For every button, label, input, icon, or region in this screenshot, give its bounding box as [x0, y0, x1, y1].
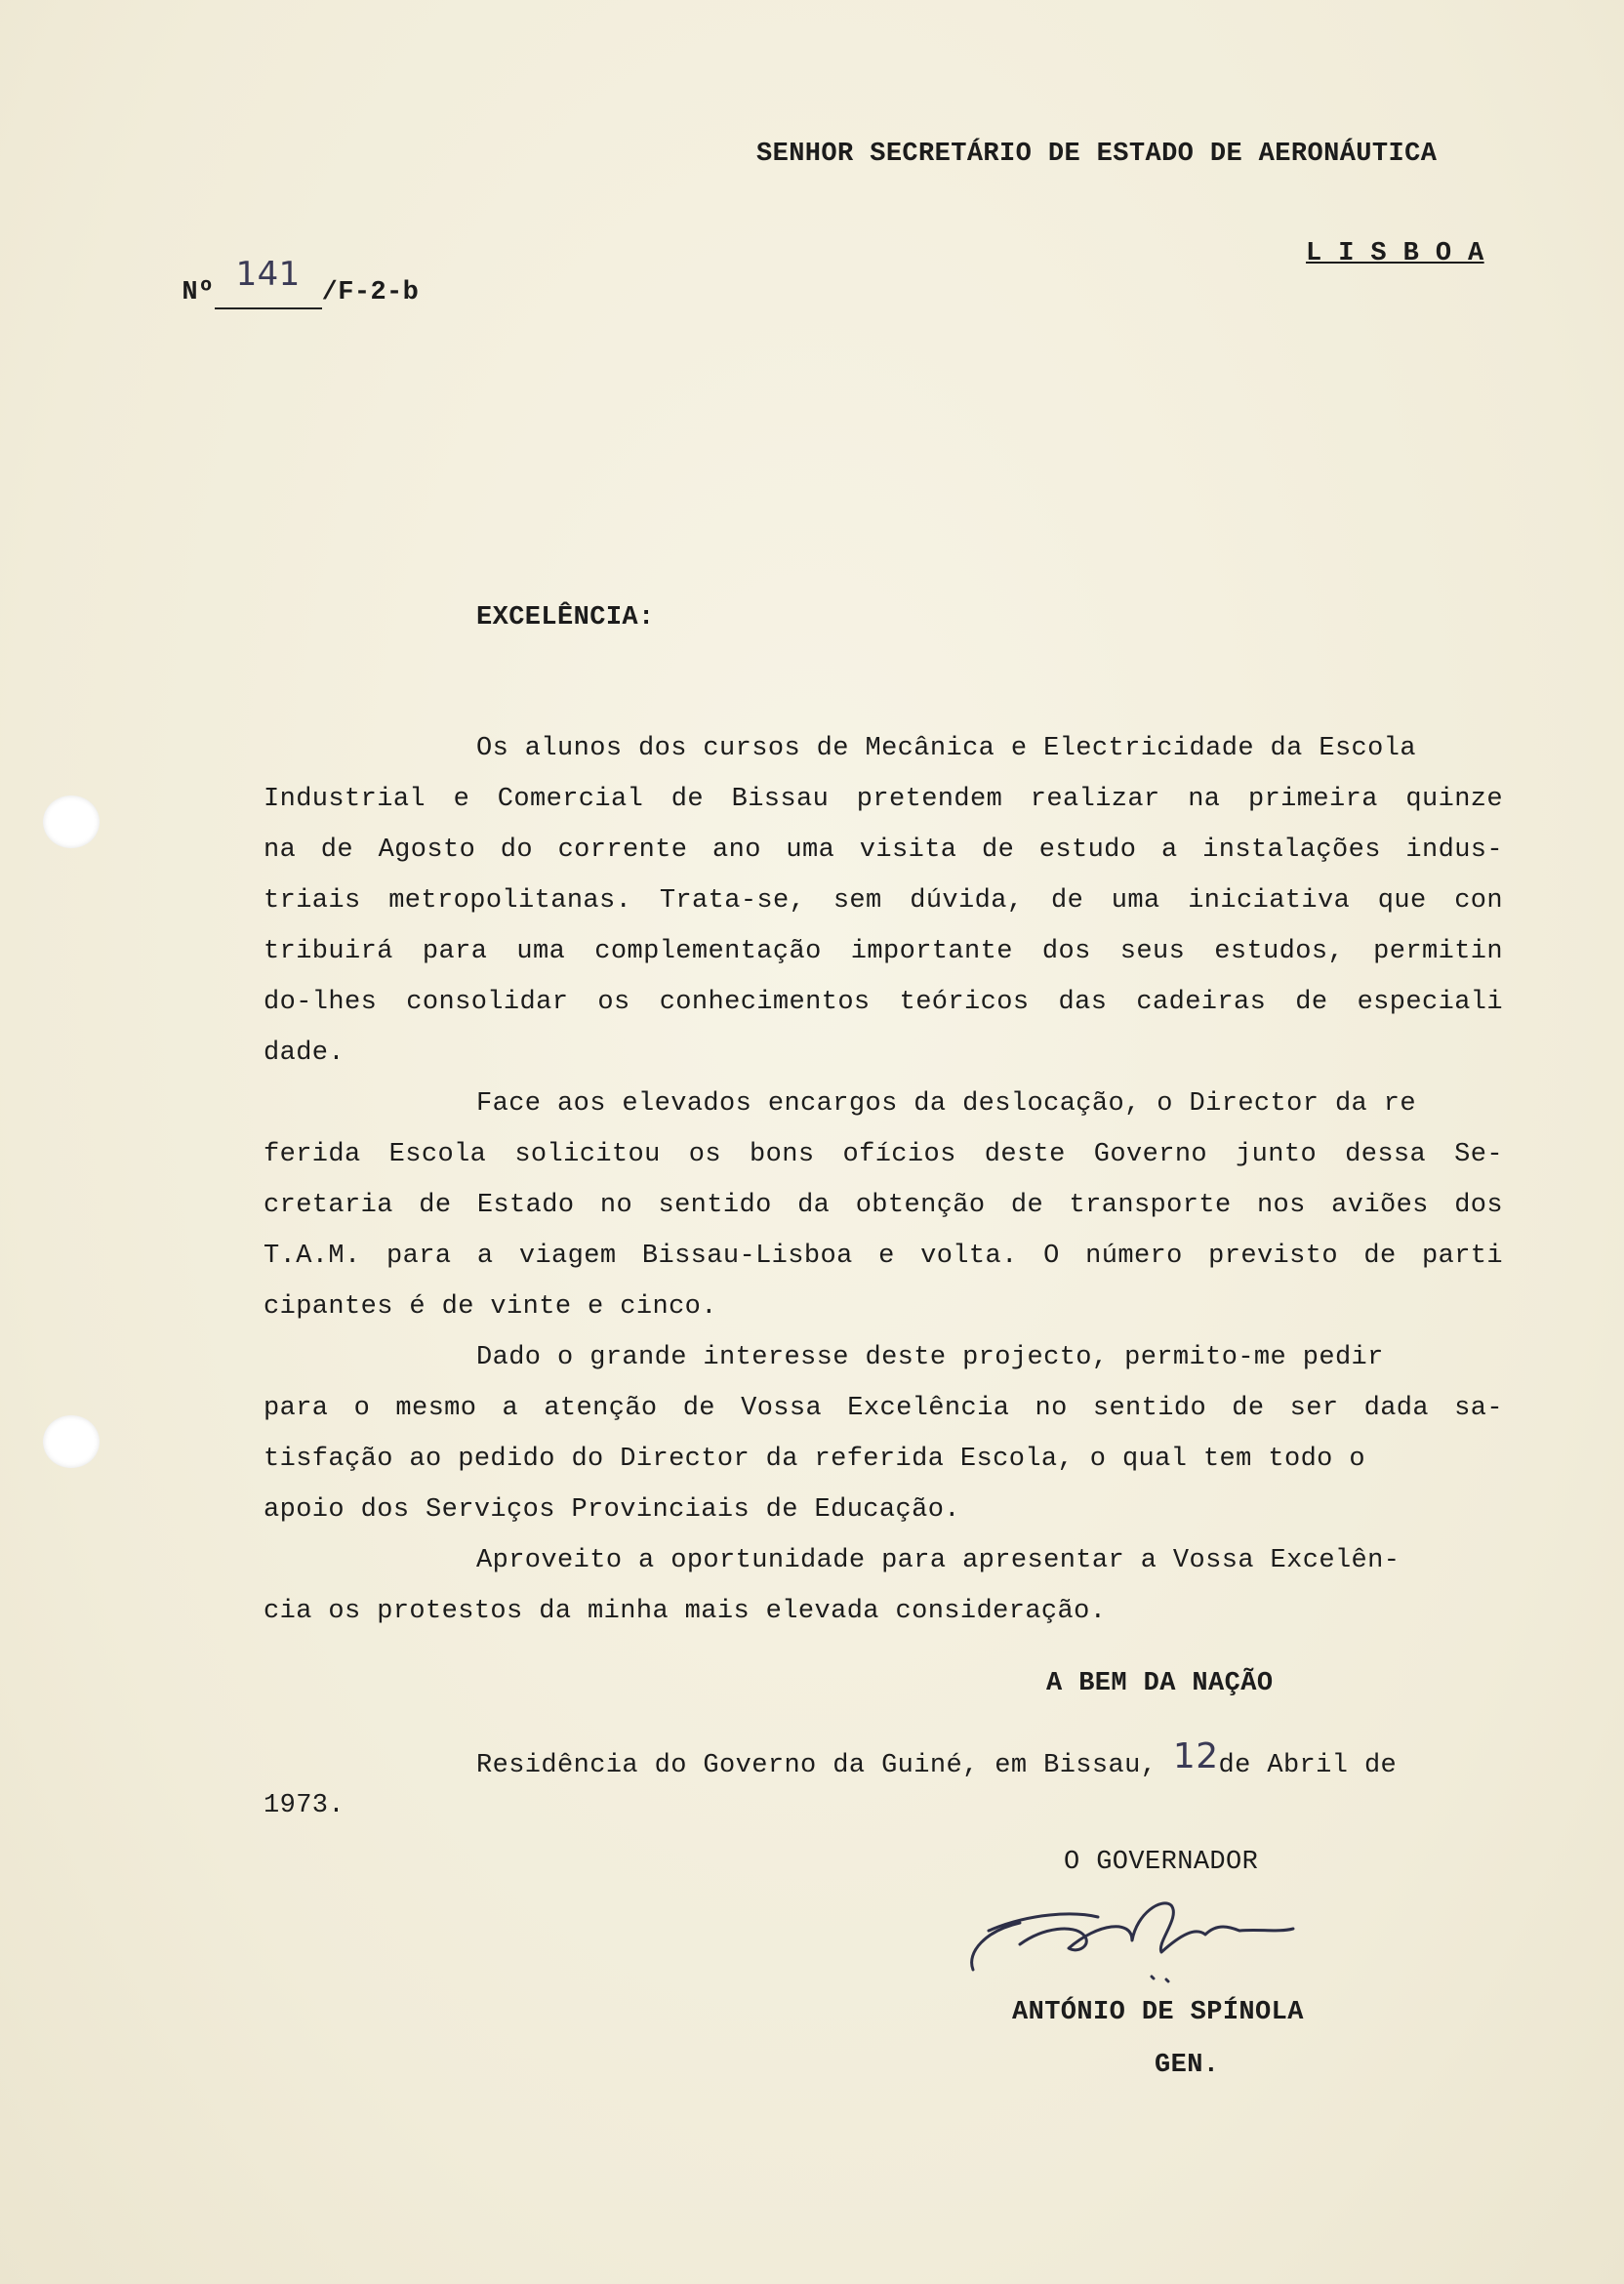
body-line: do-lhes consolidar os conhecimentos teóricos das cadeiras de especiali	[264, 988, 1503, 1017]
body-line: Aproveito a oportunidade para apresentar a Vossa Excelên-	[476, 1546, 1401, 1575]
date-year: 1973.	[264, 1791, 345, 1820]
body-line: para o mesmo a atenção de Vossa Excelência no sentido de ser dada sa-	[264, 1394, 1503, 1423]
body-line: cipantes é de vinte e cinco.	[264, 1292, 717, 1322]
body-line: dade.	[264, 1039, 345, 1068]
salutation: EXCELÊNCIA:	[476, 603, 655, 632]
governor-title: O GOVERNADOR	[1064, 1848, 1259, 1877]
closing-motto: A BEM DA NAÇÃO	[1046, 1669, 1274, 1698]
city-heading: L I S B O A	[1306, 239, 1484, 268]
body-line: ferida Escola solicitou os bons ofícios deste Governo junto dessa Se-	[264, 1140, 1503, 1169]
reference-number	[117, 239, 419, 339]
body-line: tribuirá para uma complementação importante dos seus estudos, permitin	[264, 937, 1503, 966]
signatory-rank: GEN.	[1155, 2051, 1220, 2080]
body-line: apoio dos Serviços Provinciais de Educação.	[264, 1495, 960, 1525]
reference-prefix: Nº	[182, 278, 215, 307]
body-line: na de Agosto do corrente ano uma visita de estudo a instalações indus-	[264, 836, 1503, 865]
body-line: tisfação ao pedido do Director da referida Escola, o qual tem todo o	[264, 1445, 1365, 1474]
punch-hole	[43, 1415, 100, 1468]
place-date-end: de Abril de	[1218, 1751, 1398, 1780]
body-line: triais metropolitanas. Trata-se, sem dúvida, de uma iniciativa que con	[264, 886, 1503, 916]
place-date-line	[476, 1736, 1398, 1780]
body-line: cretaria de Estado no sentido da obtenção de transporte nos aviões dos	[264, 1191, 1503, 1220]
punch-hole	[43, 795, 100, 848]
signatory-name: ANTÓNIO DE SPÍNOLA	[1012, 1998, 1304, 2027]
reference-number-handwritten: 141	[235, 255, 301, 294]
place-date-start: Residência do Governo da Guiné, em Bissau,	[476, 1751, 1157, 1780]
body-line: Face aos elevados encargos da deslocação, o Director da re	[476, 1089, 1416, 1119]
body-line: Dado o grande interesse deste projecto, permito-me pedir	[476, 1343, 1384, 1372]
recipient-line: SENHOR SECRETÁRIO DE ESTADO DE AERONÁUTICA	[756, 140, 1438, 169]
reference-suffix: /F-2-b	[321, 278, 420, 307]
body-line: Os alunos dos cursos de Mecânica e Electricidade da Escola	[476, 734, 1416, 763]
body-line: Industrial e Comercial de Bissau pretendem realizar na primeira quinze	[264, 785, 1503, 814]
body-line: T.A.M. para a viagem Bissau-Lisboa e volta. O número previsto de parti	[264, 1242, 1503, 1271]
date-day-handwritten: 12	[1172, 1736, 1219, 1776]
handwritten-signature	[961, 1884, 1332, 1991]
body-line: cia os protestos da minha mais elevada consideração.	[264, 1597, 1107, 1626]
